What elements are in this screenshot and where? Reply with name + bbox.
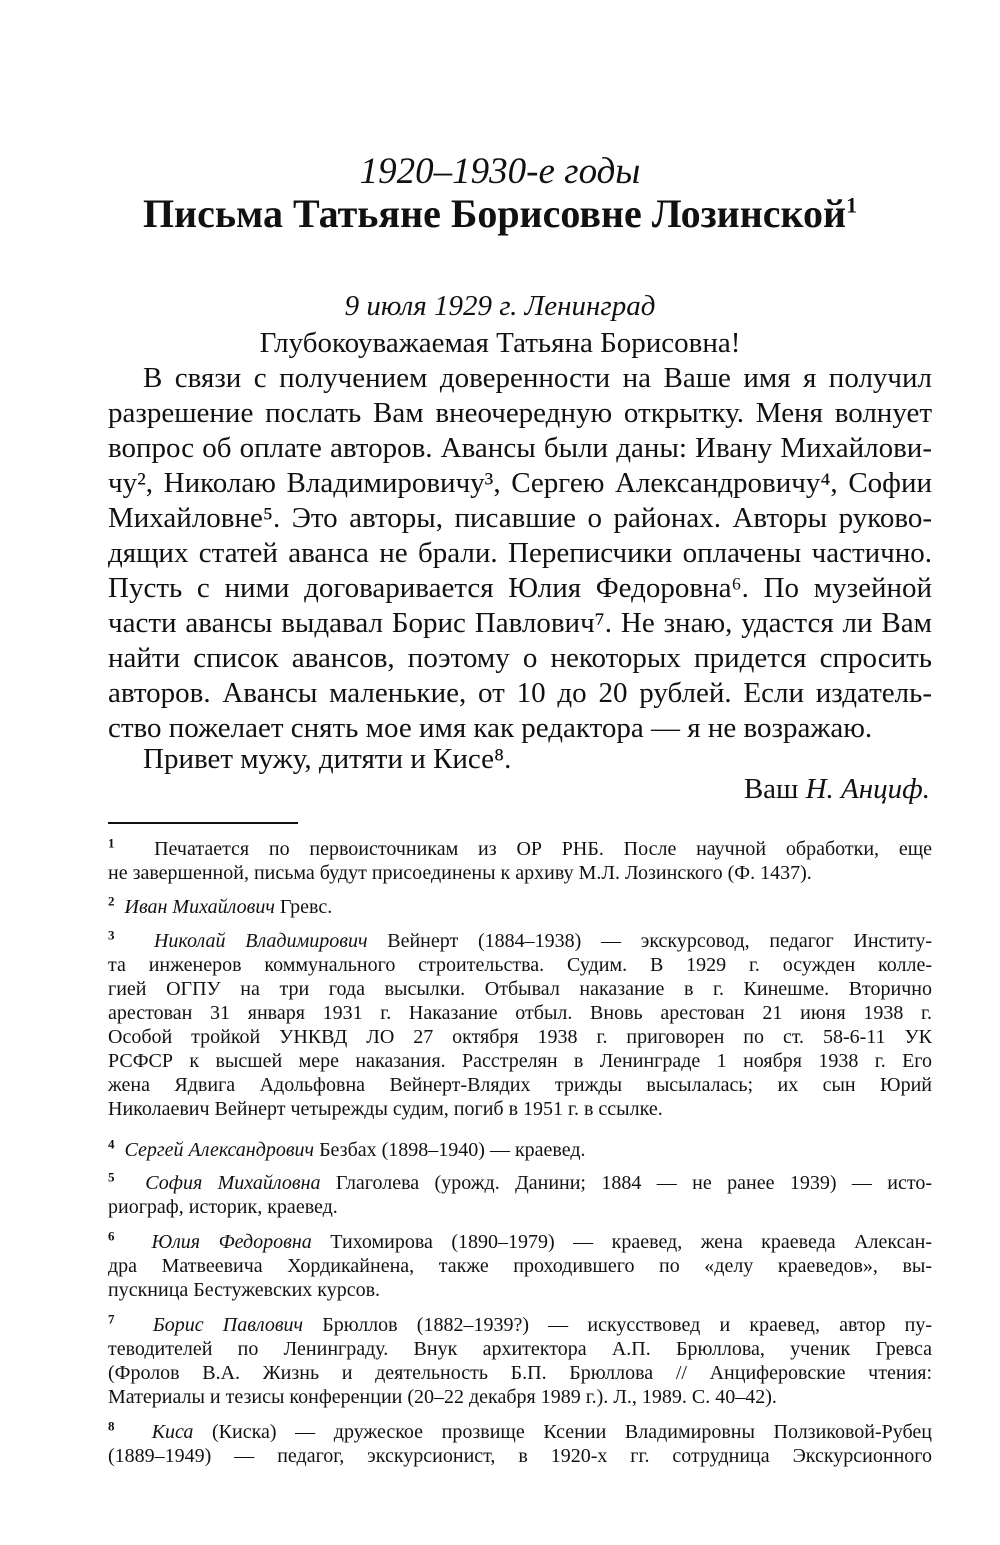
footnote-number: 6: [108, 1228, 115, 1244]
footnote-person-name: Юлия Федоровна: [151, 1231, 312, 1253]
footnote-divider: [108, 822, 298, 824]
letter-greeting: Глубокоуважаемая Татьяна Борисовна!: [259, 327, 741, 359]
footnote-line: РСФСР к высшей мере наказания. Расстрелян в Ленинграде 1 ноября 1938 г. Его: [108, 1050, 932, 1072]
footnote-line: Печатается по первоисточникам из ОР РНБ. После научной обработки, еще: [154, 838, 932, 860]
footnote-line: Особой тройкой УНКВД ЛО 27 октября 1938 г. приговорен по ст. 58-6-11 УК: [108, 1026, 932, 1048]
footnote-number: 3: [108, 927, 115, 943]
footnote-number: 7: [108, 1311, 115, 1327]
letter-line: разрешение послать Вам внеочередную открытку. Меня волнует: [108, 397, 932, 429]
footnote-5: [108, 1169, 933, 1195]
footnote-number: 2: [108, 893, 115, 909]
footnote-line: Брюллов (1882–1939?) — искусствовед и краевед, автор пу-: [303, 1314, 932, 1336]
footnote-line: теводителей по Ленинграду. Внук архитектора А.П. Брюллова, ученик Гревса: [108, 1338, 932, 1360]
footnote-line: Николаевич Вейнерт четырежды судим, погиб в 1951 г. в ссылке.: [108, 1098, 663, 1120]
letter-date-place: 9 июля 1929 г. Ленинград: [344, 290, 656, 322]
footnote-3: [108, 927, 933, 953]
footnote-line: не завершенной, письма будут присоединены к архиву М.Л. Лозинского (Ф. 1437).: [108, 862, 812, 884]
letter-line: авторов. Авансы маленькие, от 10 до 20 рублей. Если издатель-: [108, 677, 932, 709]
footnote-line: (1889–1949) — педагог, экскурсионист, в 1920-х гг. сотрудница Экскурсионного: [108, 1445, 932, 1467]
footnote-6: [108, 1228, 932, 1254]
footnote-line: жена Ядвига Адольфовна Вейнерт-Влядих трижды высылалась; их сын Юрий: [108, 1074, 932, 1096]
footnote-line: Безбах (1898–1940) — краевед.: [314, 1139, 586, 1161]
section-title: [0, 190, 1000, 237]
letter-line: дящих статей аванса не брали. Переписчики оплачены частично.: [108, 537, 932, 569]
signature-name: Н. Анциф.: [805, 773, 930, 805]
footnote-4: [108, 1136, 586, 1162]
footnote-line: Тихомирова (1890–1979) — краевед, жена краеведа Алексан-: [311, 1231, 932, 1253]
footnote-number: 5: [108, 1169, 115, 1185]
letter-closing: Привет мужу, дитяти и Кисе⁸.: [143, 743, 512, 775]
footnote-line: риограф, историк, краевед.: [108, 1196, 338, 1218]
footnote-number: 8: [108, 1418, 115, 1434]
footnote-number: 1: [108, 835, 115, 851]
footnote-person-name: Борис Павлович: [152, 1314, 304, 1336]
footnote-person-name: Киса: [151, 1421, 194, 1443]
footnote-line: Гревс.: [274, 896, 333, 918]
footnote-number: 4: [108, 1136, 115, 1152]
letter-line: Михайловне⁵. Это авторы, писавшие о районах. Авторы руково-: [108, 502, 932, 534]
footnote-line: Материалы и тезисы конференции (20–22 декабря 1989 г.). Л., 1989. С. 40–42).: [108, 1386, 777, 1408]
footnote-line: (Киска) — дружеское прозвище Ксении Владимировны Ползиковой-Рубец: [193, 1421, 933, 1443]
letter-line: чу², Николаю Владимировичу³, Сергею Александровичу⁴, Софии: [108, 467, 932, 499]
letter-line: части авансы выдавал Борис Павлович⁷. Не знаю, удастся ли Вам: [108, 607, 932, 639]
footnote-line: дра Матвеевича Хордикайнена, также проходившего по «делу краеведов», вы-: [108, 1255, 932, 1277]
footnote-line: гией ОГПУ на три года высылки. Отбывал наказание в г. Кинешме. Вторично: [108, 978, 932, 1000]
footnote-2: [108, 893, 333, 919]
letter-line: В связи с получением доверенности на Ваше имя я получил: [143, 362, 932, 394]
letter-line: найти список авансов, поэтому о некоторых придется спросить: [108, 642, 932, 674]
letter-line: вопрос об оплате авторов. Авансы были даны: Ивану Михайлови-: [108, 432, 932, 464]
footnote-person-name: Иван Михайлович: [124, 896, 275, 918]
title-text: Письма Татьяне Борисовне Лозинской: [142, 191, 847, 236]
letter-signature: [744, 773, 930, 806]
title-footnote-ref: 1: [846, 192, 858, 218]
footnote-person-name: София Михайловна: [145, 1172, 321, 1194]
signature-prefix: Ваш: [743, 773, 799, 805]
footnote-person-name: Николай Владимирович: [153, 930, 368, 952]
footnote-line: та инженеров коммунального строительства. Судим. В 1929 г. осужден колле-: [108, 954, 932, 976]
footnote-1: [108, 835, 932, 861]
letter-line: Пусть с ними договаривается Юлия Федоровна⁶. По музейной: [108, 572, 932, 604]
footnote-line: (Фролов В.А. Жизнь и деятельность Б.П. Брюллова // Анциферовские чтения:: [108, 1362, 932, 1384]
letter-line: ство пожелает снять мое имя как редактора — я не возражаю.: [108, 712, 873, 744]
footnote-person-name: Сергей Александрович: [124, 1139, 315, 1161]
footnote-line: Глаголева (урожд. Данини; 1884 — не ранее 1939) — исто-: [320, 1172, 933, 1194]
footnote-line: Вейнерт (1884–1938) — экскурсовод, педагог Институ-: [367, 930, 933, 952]
section-period-heading: 1920–1930-е годы: [359, 151, 641, 192]
footnote-7: [108, 1311, 932, 1337]
footnote-line: арестован 31 января 1931 г. Наказание отбыл. Вновь арестован 21 июня 1938 г.: [108, 1002, 932, 1024]
footnote-8: [108, 1418, 933, 1444]
footnote-line: пускница Бестужевских курсов.: [108, 1279, 381, 1301]
